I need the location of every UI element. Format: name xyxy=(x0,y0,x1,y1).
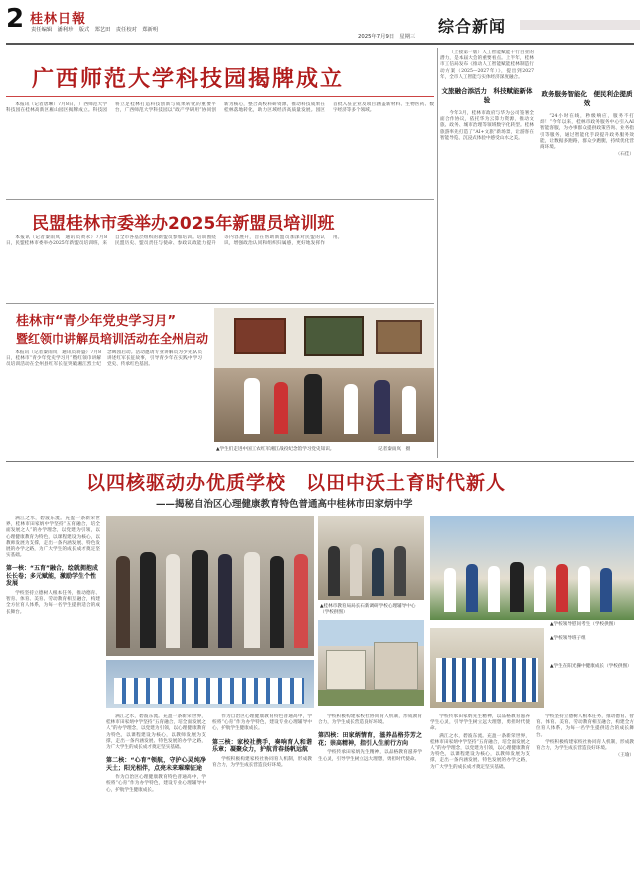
right-col-1 xyxy=(440,50,534,454)
story-tianjiabing-school xyxy=(6,464,634,892)
right-col-2-text: “24小时在线，秒级响应，服务不打烊！”今年以来，桂林市政务服务中心引入AI智能客服，为办事群众提供政策咨询、业务指引等服务，通过智能化手段提升政务服务效能，让数据多跑路，群众少跑腿，持续优化营商环境。 xyxy=(540,114,634,151)
section-title: 综合新闻 xyxy=(438,17,507,36)
right-col-2 xyxy=(540,50,634,454)
school-photo-group xyxy=(106,516,424,708)
school-section-2-title: 第二核：“心育”领航，守护心灵纯净天土；阳光相伴，点亮未来璀璨征途 xyxy=(106,757,206,772)
school-col-4-text: 学校积极构建家校社协同育人机制，形成教育合力，为学生成长营造良好环境。 xyxy=(318,714,422,726)
school-photo-visit xyxy=(318,516,424,600)
credits: 责任编辑 潘利珍 版式 郑艺田 责任校对 郑新明 xyxy=(31,27,159,33)
section-tab-band xyxy=(520,20,640,30)
school-col-4 xyxy=(318,714,422,888)
school-intro-column xyxy=(6,516,100,888)
school-section-1-text: 学校坚持立德树人根本任务，推动德育、智育、体育、美育、劳动教育相互融合，构建全方位育人体系，为每一名学生提供适合的成长舞台。 xyxy=(6,590,100,615)
divider-lower xyxy=(6,461,634,462)
school-col-5-text-2: 满江之水，碧波东流。充盈一条新荣世界，桂林市田家炳中学坚持“五育融合，培全面发展之人”的办学理念，以党建为引领，以心理健康教育为特色，以课程建设为核心，以教师发展为支撑，走出一条内涵发展、特色发展的办学之路，为广大学生的成长成才奠定坚实基础。 xyxy=(430,733,530,770)
story-party-history xyxy=(6,308,434,458)
subhead-school: ——揭秘自治区心理健康教育特色普通高中桂林市田家炳中学 xyxy=(156,499,413,510)
school-section-2-text: 作为自治区心理健康教育特色普通高中，学校将“心育”作为办学特色，建设专业心理辅导中心，护航学生健康成长。 xyxy=(106,775,206,793)
school-col-6-text: 学校坚持立德树人根本任务，推动德育、智育、体育、美育、劳动教育相互融合，构建全方位育人体系，为每一名学生提供适合的成长舞台。 xyxy=(536,714,634,738)
section-tab xyxy=(428,12,640,44)
school-section-3-title: 第三核：家校社携手，奏响育人和谐乐章；凝聚众力，护航青春扬帆远航 xyxy=(212,738,312,754)
school-intro-text: 满江之水，碧波东流。充盈一条新荣世界，桂林市田家炳中学坚持“五育融合，培全面发展之人”的办学理念，以党建为引领，以心理健康教育为特色，以课程建设为核心，以教师发展为支撑，走出一条内涵发展、特色发展的办学之路，为广大学生的成长成才奠定坚实基础。 xyxy=(6,516,100,559)
right-col-1-text: （上接第一版）人工智能赋能千行百业的潜力，是本届大会的重要看点。上半年，桂林市工信局发布《推动人工智能赋能桂林制造行动方案（2025—2027年）》，提出到2027年，全市人工智能与实体经济深度融合。 xyxy=(440,50,534,80)
right-col-2-subhead: 政务服务智能化 便民利企提质效 xyxy=(541,90,633,107)
party-history-caption: ▲学生们走进中国工农红军湘江战役纪念馆学习党史知识。 xyxy=(216,447,335,452)
school-footer-note: （王瑜） xyxy=(615,753,634,759)
science-park-body xyxy=(6,102,434,196)
caption-exercise: ▲学生在阳光操中健康成长（学校供图） xyxy=(550,664,632,669)
right-column-divider xyxy=(437,48,438,458)
party-history-body xyxy=(6,350,202,455)
headline-democratic-league: 民盟桂林市委举办2025年新盟员培训班 xyxy=(32,214,335,234)
right-column-area xyxy=(440,48,634,458)
party-history-photo xyxy=(214,308,434,442)
school-photo-students xyxy=(106,660,314,708)
caption-leaders: ▲学校领导慰问考生（学校供图） xyxy=(550,622,618,627)
party-history-credit: 记者秦雨岚 摄 xyxy=(378,447,411,452)
subhead-party-history: 暨红领巾讲解员培训活动在全州启动 xyxy=(16,332,209,346)
page-number: 2 xyxy=(6,4,25,34)
party-history-text: 本报讯（记者秦雨岚 通讯员蒋盛）7月8日，桂林市“青少年党史学习月”暨红领巾讲解员培训活动在全州县红军长征突破湘江烈士纪念碑园启动。活动邀请专业讲解员为少先队员讲述红军长征故事，引导青少年在实践中学习党史、传承红色基因。 xyxy=(6,350,202,368)
school-photo-building xyxy=(318,620,424,706)
divider-2 xyxy=(6,303,434,304)
school-photo-exercise xyxy=(430,628,544,708)
right-col-1-text-2: 今年3月，桂林市政府与华为公司签署全面合作协议，依托华为云算力资源，推动文旅、政务、城市治理等领域数字化转型。桂林旅游率先打造了“AI+文旅”新场景，让游客在智能导览、沉浸式体验中感受山水之美。 xyxy=(440,111,534,141)
school-section-1-title: 第一核：“五育”融合，绘就拥抱成长长卷；多元赋能，激励学生个性发展 xyxy=(6,565,98,588)
democratic-league-text: 本报讯（记者秦雨岚 通讯员黄永）7月8日，民盟桂林市委举办2025年新盟员培训班，来自全市各基层组织的新盟员参加培训。培训围绕民盟历史、盟员责任与使命、参政议政能力提升等内容展开，旨在帮助新盟员加深对民盟的认识，增强政治认同和组织归属感，更好地发挥作用。 xyxy=(6,235,343,247)
school-col-3-text: 作为自治区心理健康教育特色普通高中，学校将“心育”作为办学特色，建设专业心理辅导中心，护航学生健康成长。 xyxy=(212,714,312,732)
school-col-2 xyxy=(106,714,206,888)
headline-school: 以四核驱动办优质学校 以田中沃土育时代新人 xyxy=(86,472,507,494)
school-col-2-text: 满江之水，碧波东流。充盈一条新荣世界，桂林市田家炳中学坚持“五育融合，培全面发展之人”的办学理念，以党建为引领，以心理健康教育为特色，以课程建设为核心，以教师发展为支撑，走出一条内涵发展、特色发展的办学之路，为广大学生的成长成才奠定坚实基础。 xyxy=(106,714,206,751)
divider-1 xyxy=(6,199,434,200)
paper-name: 桂林日報 xyxy=(30,12,87,27)
school-col-6-text-2: 学校积极构建家校社协同育人机制，形成教育合力，为学生成长营造良好环境。 xyxy=(536,739,634,752)
caption-team: ▲学校领导班子组 xyxy=(550,636,586,641)
story-democratic-league xyxy=(6,203,434,303)
headline-rule xyxy=(6,96,434,97)
school-col-5 xyxy=(430,714,530,888)
masthead-rule xyxy=(6,43,634,45)
democratic-league-body xyxy=(6,235,434,301)
school-photo-strip xyxy=(430,516,634,708)
school-col-5-text: 学校传承田家炳先生精神，以品格教育滋养学生心灵，引导学生树立远大理想，勇担时代使命。 xyxy=(430,714,530,732)
school-section-4-text: 学校传承田家炳先生精神，以品格教育滋养学生心灵，引导学生树立远大理想，勇担时代使命。 xyxy=(318,750,422,762)
right-col-1-subhead: 文旅融合添活力 科技赋能新体验 xyxy=(441,87,533,105)
school-section-4-title: 第四核：田家炳情育，滋养品格芬芳之花；崇高精神，指引人生前行方向 xyxy=(318,732,422,747)
story-science-park xyxy=(6,48,434,198)
school-photo-officials xyxy=(106,516,314,656)
headline-science-park: 广西师范大学科技园揭牌成立 xyxy=(32,67,345,92)
right-col-2-footer: （石佳） xyxy=(615,152,634,158)
issue-date: 2025年7月9日 星期三 xyxy=(358,34,416,40)
masthead xyxy=(0,0,640,44)
headline-party-history: 桂林市“青少年党史学习月” xyxy=(16,314,177,329)
science-park-text: 本报讯（记者唐琳）7月8日，广西师范大学科技园在桂林高新区雁山园区揭牌成立。科技园将立足桂林打造科技创新与成果转化的重要平台，广西师范大学科技园以“政产学研用”协同创新为核心，整合高校科研资源，推动科技成果在桂林落地转化，助力区域经济高质量发展。园区首批入驻企业及项目涵盖新材料、生物医药、数字经济等多个领域。 xyxy=(6,102,434,114)
school-photo-leaders xyxy=(430,516,634,620)
caption-visit: ▲桂林市教育局局长石新调研学校心理辅导中心（学校供图） xyxy=(320,604,416,615)
school-col-6 xyxy=(536,714,634,888)
school-section-3-text: 学校积极构建家校社协同育人机制，形成教育合力，为学生成长营造良好环境。 xyxy=(212,756,312,768)
school-col-3 xyxy=(212,714,312,888)
